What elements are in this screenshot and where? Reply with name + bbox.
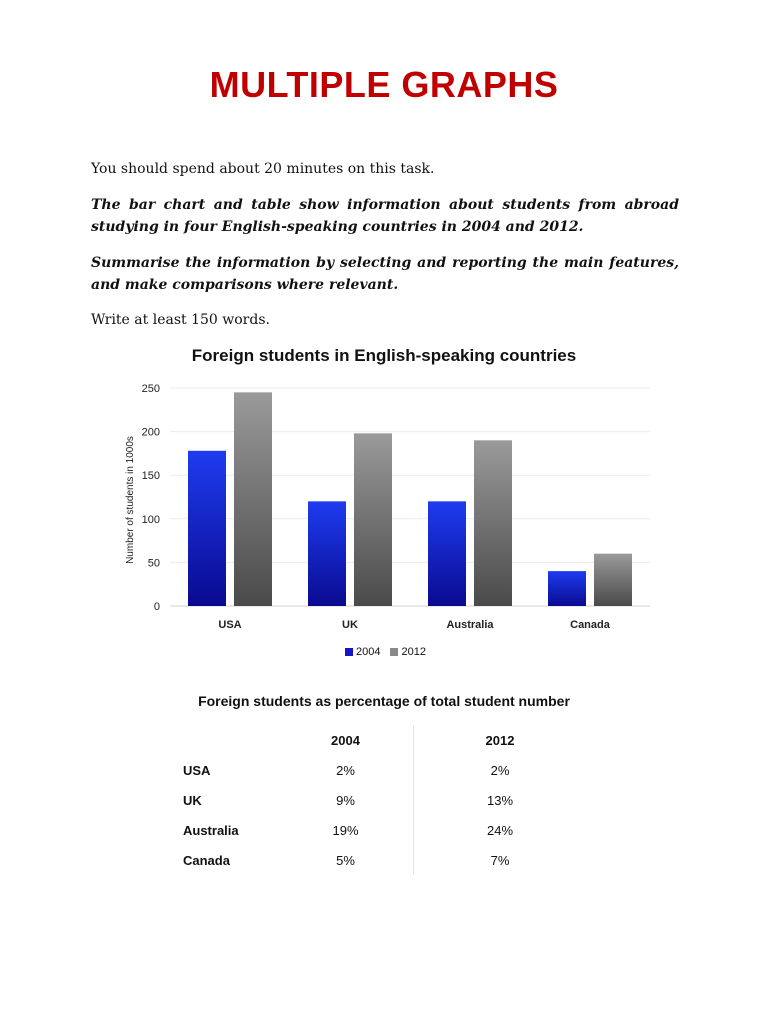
bar-chart — [0, 370, 768, 640]
bar-australia-2004 — [428, 501, 466, 606]
word-count-instruction: Write at least 150 words. — [91, 312, 270, 328]
legend-item-2004 — [345, 646, 380, 658]
table-cell: 2% — [336, 762, 355, 778]
table-row — [178, 785, 586, 815]
y-tick-label: 0 — [153, 601, 160, 613]
y-axis-label: Number of students in 1000s — [125, 436, 136, 564]
table-header-cell: 2012 — [414, 725, 587, 755]
table-cell: 5% — [336, 852, 355, 868]
y-tick-label: 150 — [141, 470, 160, 483]
chart-legend — [345, 646, 426, 658]
page-title: MULTIPLE GRAPHS — [209, 64, 559, 105]
x-tick-label: Australia — [446, 619, 494, 631]
task-instruction: You should spend about 20 minutes on this task. — [91, 161, 435, 177]
table-header-row — [178, 725, 586, 755]
table-cell-country: Australia — [183, 822, 239, 838]
legend-item-2012 — [390, 646, 425, 658]
table-cell: 13% — [414, 785, 587, 815]
legend-label-2004: 2004 — [356, 646, 381, 658]
bar-canada-2012 — [594, 554, 632, 606]
bar-usa-2004 — [188, 451, 226, 606]
legend-swatch-2012 — [390, 648, 398, 656]
table-cell-country: USA — [183, 762, 211, 778]
bar-uk-2004 — [308, 501, 346, 606]
table-cell: 9% — [336, 792, 355, 808]
y-tick-label: 200 — [141, 426, 160, 439]
y-tick-label: 250 — [141, 383, 160, 395]
table-cell: 2% — [414, 755, 587, 785]
y-tick-label: 50 — [147, 557, 160, 570]
chart-title: Foreign students in English-speaking countries — [191, 346, 577, 365]
task-prompt-summarise: Summarise the information by selecting and reporting the main features, and make comparisons where relevant. — [91, 255, 679, 293]
table-title: Foreign students as percentage of total student number — [198, 693, 570, 709]
x-tick-label: Canada — [570, 619, 610, 631]
table-cell-country: Canada — [183, 852, 230, 868]
table-cell: 24% — [414, 815, 587, 845]
bar-australia-2012 — [474, 440, 512, 606]
y-tick-label: 100 — [141, 513, 160, 526]
bar-canada-2004 — [548, 571, 586, 606]
table-header-cell — [178, 725, 278, 755]
table-row — [178, 845, 586, 875]
task-prompt-description: The bar chart and table show information about students from abroad studying in four English-speaking countries in 2004 and 2012. — [91, 197, 679, 235]
x-tick-label: USA — [218, 619, 242, 631]
percentage-table — [178, 725, 586, 875]
table-header-cell: 2004 — [331, 732, 360, 748]
bar-usa-2012 — [234, 392, 272, 606]
table-cell: 7% — [414, 845, 587, 875]
legend-swatch-2004 — [345, 648, 353, 656]
x-tick-label: UK — [342, 619, 358, 631]
bar-uk-2012 — [354, 433, 392, 606]
table-cell: 19% — [332, 822, 359, 838]
table-row — [178, 755, 586, 785]
table-row — [178, 815, 586, 845]
table-cell-country: UK — [183, 792, 202, 808]
legend-label-2012: 2012 — [401, 646, 426, 658]
